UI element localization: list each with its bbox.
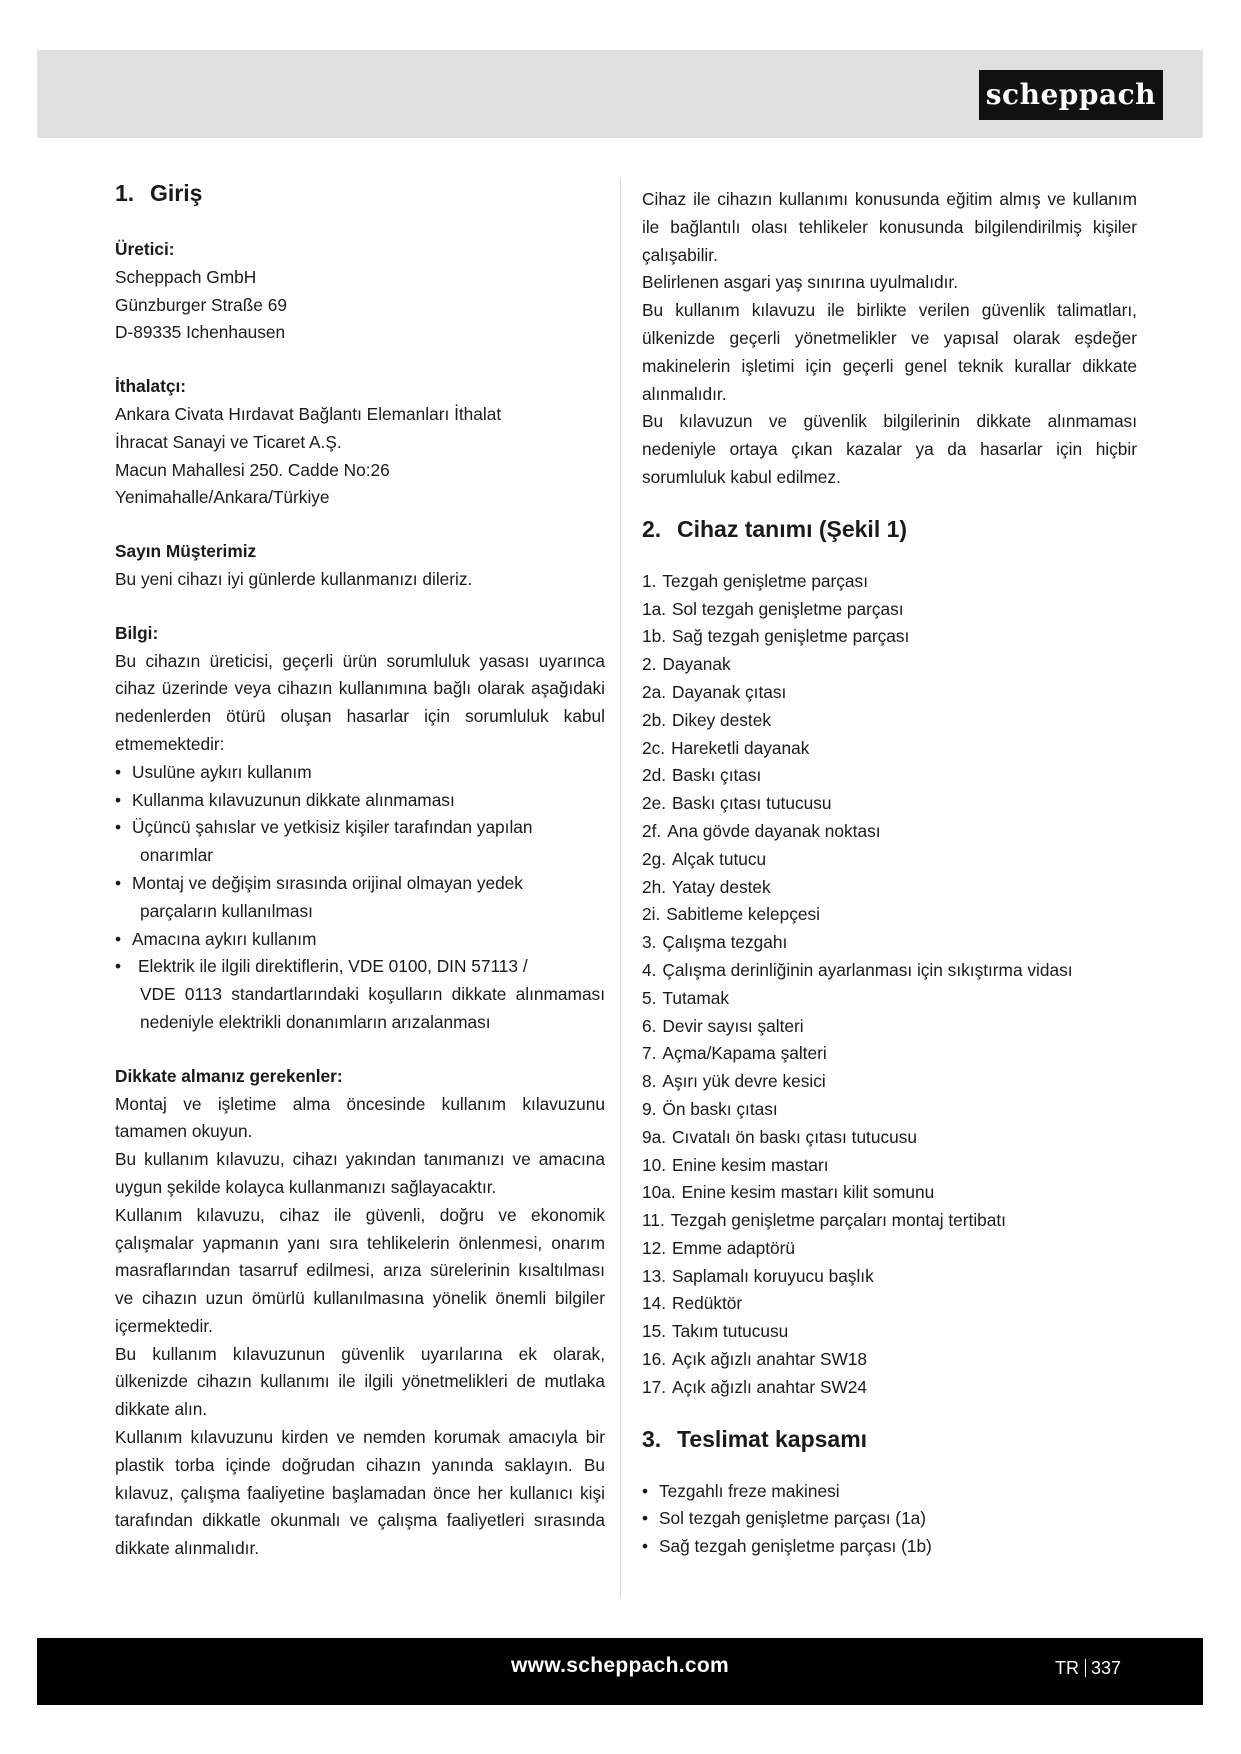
part-number: 9. [642, 1098, 657, 1119]
part-number: 2. [642, 654, 657, 675]
part-number: 14. [642, 1293, 667, 1314]
part-label: Devir sayısı şalteri [662, 1015, 804, 1036]
part-number: 9a. [642, 1126, 667, 1147]
part-label: Sağ tezgah genişletme parçası [672, 626, 910, 647]
part-number: 5. [642, 987, 657, 1008]
part-label: Sol tezgah genişletme parçası [672, 598, 904, 619]
notes-paragraph: Kullanım kılavuzunu kirden ve nemden korumak amacıyla bir plastik torba içinde doğrudan cihazın yanında saklayın. Bu kılavuz, çalışma faaliyetine başlamadan önce her kullanıcı kişi tarafından dikkatle okunmalı ve çalışma faaliyetleri sırasında dikkate alınmalıdır. [115, 1427, 605, 1559]
part-item [642, 874, 1137, 902]
address-line: Ankara Civata Hırdavat Bağlantı Elemanları İthalat [115, 403, 502, 424]
part-number: 11. [642, 1210, 665, 1231]
part-number: 7. [642, 1043, 657, 1064]
address-line: Yenimahalle/Ankara/Türkiye [115, 487, 330, 508]
part-item [642, 957, 1137, 985]
part-label: Ön baskı çıtası [662, 1098, 778, 1119]
part-number: 10. [642, 1154, 667, 1175]
separator [1085, 1659, 1086, 1677]
part-label: Alçak tutucu [672, 848, 767, 869]
part-number: 13. [642, 1265, 667, 1286]
part-item [642, 1013, 1137, 1041]
intro-paragraph: Cihaz ile cihazın kullanımı konusunda eğitim almış ve kullanım ile bağlantılı olası tehlikeler konusunda bilgilendirilmiş kişiler çalışabilir. [642, 189, 1137, 265]
part-number: 2h. [642, 876, 667, 897]
part-label: Tezgah genişletme parçası [662, 570, 868, 591]
part-item [642, 1290, 1137, 1318]
part-number: 2i. [642, 904, 661, 925]
notes-paragraph: Bu kullanım kılavuzunun güvenlik uyarılarına ek olarak, ülkenizde cihazın kullanımı ile ilgili yönetmelikleri de mutlaka dikkate alın. [115, 1343, 605, 1420]
website-link[interactable]: www.scheppach.com [511, 1654, 729, 1677]
part-item [642, 568, 1137, 596]
page-num: 337 [1090, 1658, 1121, 1678]
page-footer [37, 1638, 1203, 1705]
part-item [642, 623, 1137, 651]
left-column [115, 178, 605, 1563]
address-line: Macun Mahallesi 250. Cadde No:26 [115, 459, 390, 480]
part-label: Baskı çıtası tutucusu [672, 793, 832, 814]
part-item [642, 707, 1137, 735]
part-label: Açma/Kapama şalteri [662, 1043, 827, 1064]
part-item [642, 1207, 1137, 1235]
part-label: Açık ağızlı anahtar SW18 [672, 1349, 868, 1370]
part-label: Enine kesim mastarı kilit somunu [681, 1182, 935, 1203]
part-label: Takım tutucusu [672, 1321, 789, 1342]
part-item [642, 1263, 1137, 1291]
part-item [642, 1040, 1137, 1068]
intro-paragraph: Bu kılavuzun ve güvenlik bilgilerinin dikkate alınmaması nedeniyle ortaya çıkan kazalar ya da hasarlar için hiçbir sorumluluk kabul edilmez. [642, 411, 1137, 487]
column-divider [620, 178, 621, 1598]
part-number: 6. [642, 1015, 657, 1036]
part-number: 10a. [642, 1182, 676, 1203]
part-label: Saplamalı koruyucu başlık [672, 1265, 874, 1286]
part-number: 2c. [642, 737, 666, 758]
address-line: Scheppach GmbH [115, 266, 257, 287]
list-item: • Amacına aykırı kullanım [115, 926, 605, 954]
part-item [642, 679, 1137, 707]
part-label: Tezgah genişletme parçaları montaj tertibatı [670, 1210, 1006, 1231]
part-item [642, 790, 1137, 818]
part-number: 2d. [642, 765, 667, 786]
part-item [642, 1124, 1137, 1152]
section-1-heading [115, 178, 605, 208]
part-label: Redüktör [672, 1293, 743, 1314]
part-number: 16. [642, 1349, 667, 1370]
part-item [642, 1179, 1137, 1207]
part-label: Baskı çıtası [672, 765, 762, 786]
intro-paragraph: Belirlenen asgari yaş sınırına uyulmalıdır. [642, 272, 959, 293]
part-number: 2f. [642, 820, 662, 841]
part-number: 3. [642, 932, 657, 953]
customer-greeting [115, 538, 605, 594]
part-item [642, 818, 1137, 846]
notes-paragraph: Bu kullanım kılavuzu, cihazı yakından tanımanızı ve amacına uygun şekilde kolayca kullanmanızı sağlayacaktır. [115, 1149, 605, 1197]
part-number: 2e. [642, 793, 667, 814]
manufacturer-label: Üretici: [115, 239, 175, 259]
address-line: Günzburger Straße 69 [115, 294, 287, 315]
brand-logo: scheppach [979, 70, 1163, 120]
part-item [642, 651, 1137, 679]
part-item [642, 1068, 1137, 1096]
part-label: Enine kesim mastarı [672, 1154, 829, 1175]
section-3-heading [642, 1424, 1137, 1454]
part-label: Cıvatalı ön baskı çıtası tutucusu [672, 1126, 917, 1147]
part-item [642, 901, 1137, 929]
part-item [642, 846, 1137, 874]
part-number: 12. [642, 1237, 667, 1258]
list-item: • Kullanma kılavuzunun dikkate alınmaması [115, 787, 605, 815]
part-label: Açık ağızlı anahtar SW24 [672, 1376, 868, 1397]
address-line: D-89335 Ichenhausen [115, 322, 286, 343]
notes-paragraph: Kullanım kılavuzu, cihaz ile güvenli, doğru ve ekonomik çalışmalar yapmanın yanı sıra tehlikelerin önlenmesi, onarım masraflarından tasarruf edilmesi, arıza sürelerinin kısaltılması ve cihazın uzun ömürlü kullanılmasına yönelik önemli bilgiler içermektedir. [115, 1204, 605, 1336]
part-number: 1. [642, 570, 657, 591]
importer-block [115, 373, 605, 512]
part-label: Emme adaptörü [672, 1237, 795, 1258]
section-number: 3. [642, 1425, 662, 1452]
list-item: • Sağ tezgah genişletme parçası (1b) [642, 1533, 1137, 1561]
list-item: • Usulüne aykırı kullanım [115, 759, 605, 787]
list-item: • Tezgahlı freze makinesi [642, 1478, 1137, 1506]
part-item [642, 735, 1137, 763]
parts-list [642, 568, 1137, 1402]
part-label: Tutamak [662, 987, 730, 1008]
notes-block [115, 1063, 605, 1563]
intro-paragraph: Bu kullanım kılavuzu ile birlikte verilen güvenlik talimatları, ülkenizde geçerli yönetmelikler ve yapısal olarak eşdeğer makinelerin işletimi için geçerli genel teknik kurallar dikkate alınmalıdır. [642, 300, 1137, 404]
list-item: • Sol tezgah genişletme parçası (1a) [642, 1505, 1137, 1533]
section-title: Giriş [150, 180, 203, 206]
part-item [642, 1152, 1137, 1180]
section-title: Cihaz tanımı (Şekil 1) [677, 515, 908, 542]
greeting-label: Sayın Müşterimiz [115, 541, 257, 562]
part-number: 2a. [642, 681, 667, 702]
list-item: • Üçüncü şahıslar ve yetkisiz kişiler tarafından yapılan onarımlar [115, 814, 605, 870]
part-number: 1a. [642, 598, 667, 619]
part-item [642, 1235, 1137, 1263]
part-number: 17. [642, 1376, 667, 1397]
part-label: Yatay destek [672, 876, 771, 897]
part-number: 2g. [642, 848, 667, 869]
info-intro: Bu cihazın üreticisi, geçerli ürün sorumluluk yasası uyarınca cihaz üzerinde veya cihazın kullanımına bağlı olarak aşağıdaki nedenlerden ötürü oluşan hasarlar için sorumluluk kabul etmemektedir: [115, 650, 605, 754]
page-header [37, 50, 1203, 138]
part-label: Dayanak [662, 654, 731, 675]
part-label: Dayanak çıtası [672, 681, 787, 702]
liability-list [115, 759, 605, 1037]
part-label: Hareketli dayanak [671, 737, 810, 758]
part-item [642, 1318, 1137, 1346]
section-number: 2. [642, 515, 662, 542]
notes-paragraph: Montaj ve işletime alma öncesinde kullanım kılavuzunu tamamen okuyun. [115, 1093, 605, 1142]
part-number: 8. [642, 1071, 657, 1092]
list-item: • Montaj ve değişim sırasında orijinal olmayan yedek parçaların kullanılması [115, 870, 605, 926]
intro-block [642, 186, 1137, 492]
section-title: Teslimat kapsamı [677, 1425, 868, 1452]
address-line: İhracat Sanayi ve Ticaret A.Ş. [115, 431, 342, 452]
part-item [642, 985, 1137, 1013]
part-number: 1b. [642, 626, 667, 647]
notes-label: Dikkate almanız gerekenler: [115, 1065, 343, 1086]
importer-label: İthalatçı: [115, 376, 187, 397]
part-number: 15. [642, 1321, 667, 1342]
info-block [115, 620, 605, 1037]
part-number: 2b. [642, 709, 667, 730]
section-number: 1. [115, 180, 135, 206]
part-label: Çalışma tezgahı [662, 932, 788, 953]
page-number [1055, 1638, 1121, 1698]
part-label: Çalışma derinliğinin ayarlanması için sıkıştırma vidası [662, 959, 1073, 980]
info-label: Bilgi: [115, 622, 159, 643]
part-item [642, 1096, 1137, 1124]
part-label: Ana gövde dayanak noktası [667, 820, 881, 841]
part-label: Dikey destek [672, 709, 771, 730]
part-item [642, 762, 1137, 790]
part-label: Aşırı yük devre kesici [662, 1071, 826, 1092]
part-item [642, 596, 1137, 624]
greeting-text: Bu yeni cihazı iyi günlerde kullanmanızı dileriz. [115, 568, 473, 589]
part-label: Sabitleme kelepçesi [666, 904, 820, 925]
list-item: • Elektrik ile ilgili direktiflerin, VDE 0100, DIN 57113 / VDE 0113 standartlarındaki koşulların dikkate alınmaması nedeniyle elektrikli donanımların arızalanması [115, 953, 605, 1036]
language-code: TR [1054, 1658, 1079, 1678]
part-item [642, 929, 1137, 957]
part-number: 4. [642, 959, 657, 980]
part-item [642, 1346, 1137, 1374]
section-2-heading [642, 514, 1137, 544]
manufacturer-block [115, 236, 605, 347]
right-column [642, 186, 1137, 1561]
part-item [642, 1374, 1137, 1402]
delivery-list [642, 1478, 1137, 1561]
